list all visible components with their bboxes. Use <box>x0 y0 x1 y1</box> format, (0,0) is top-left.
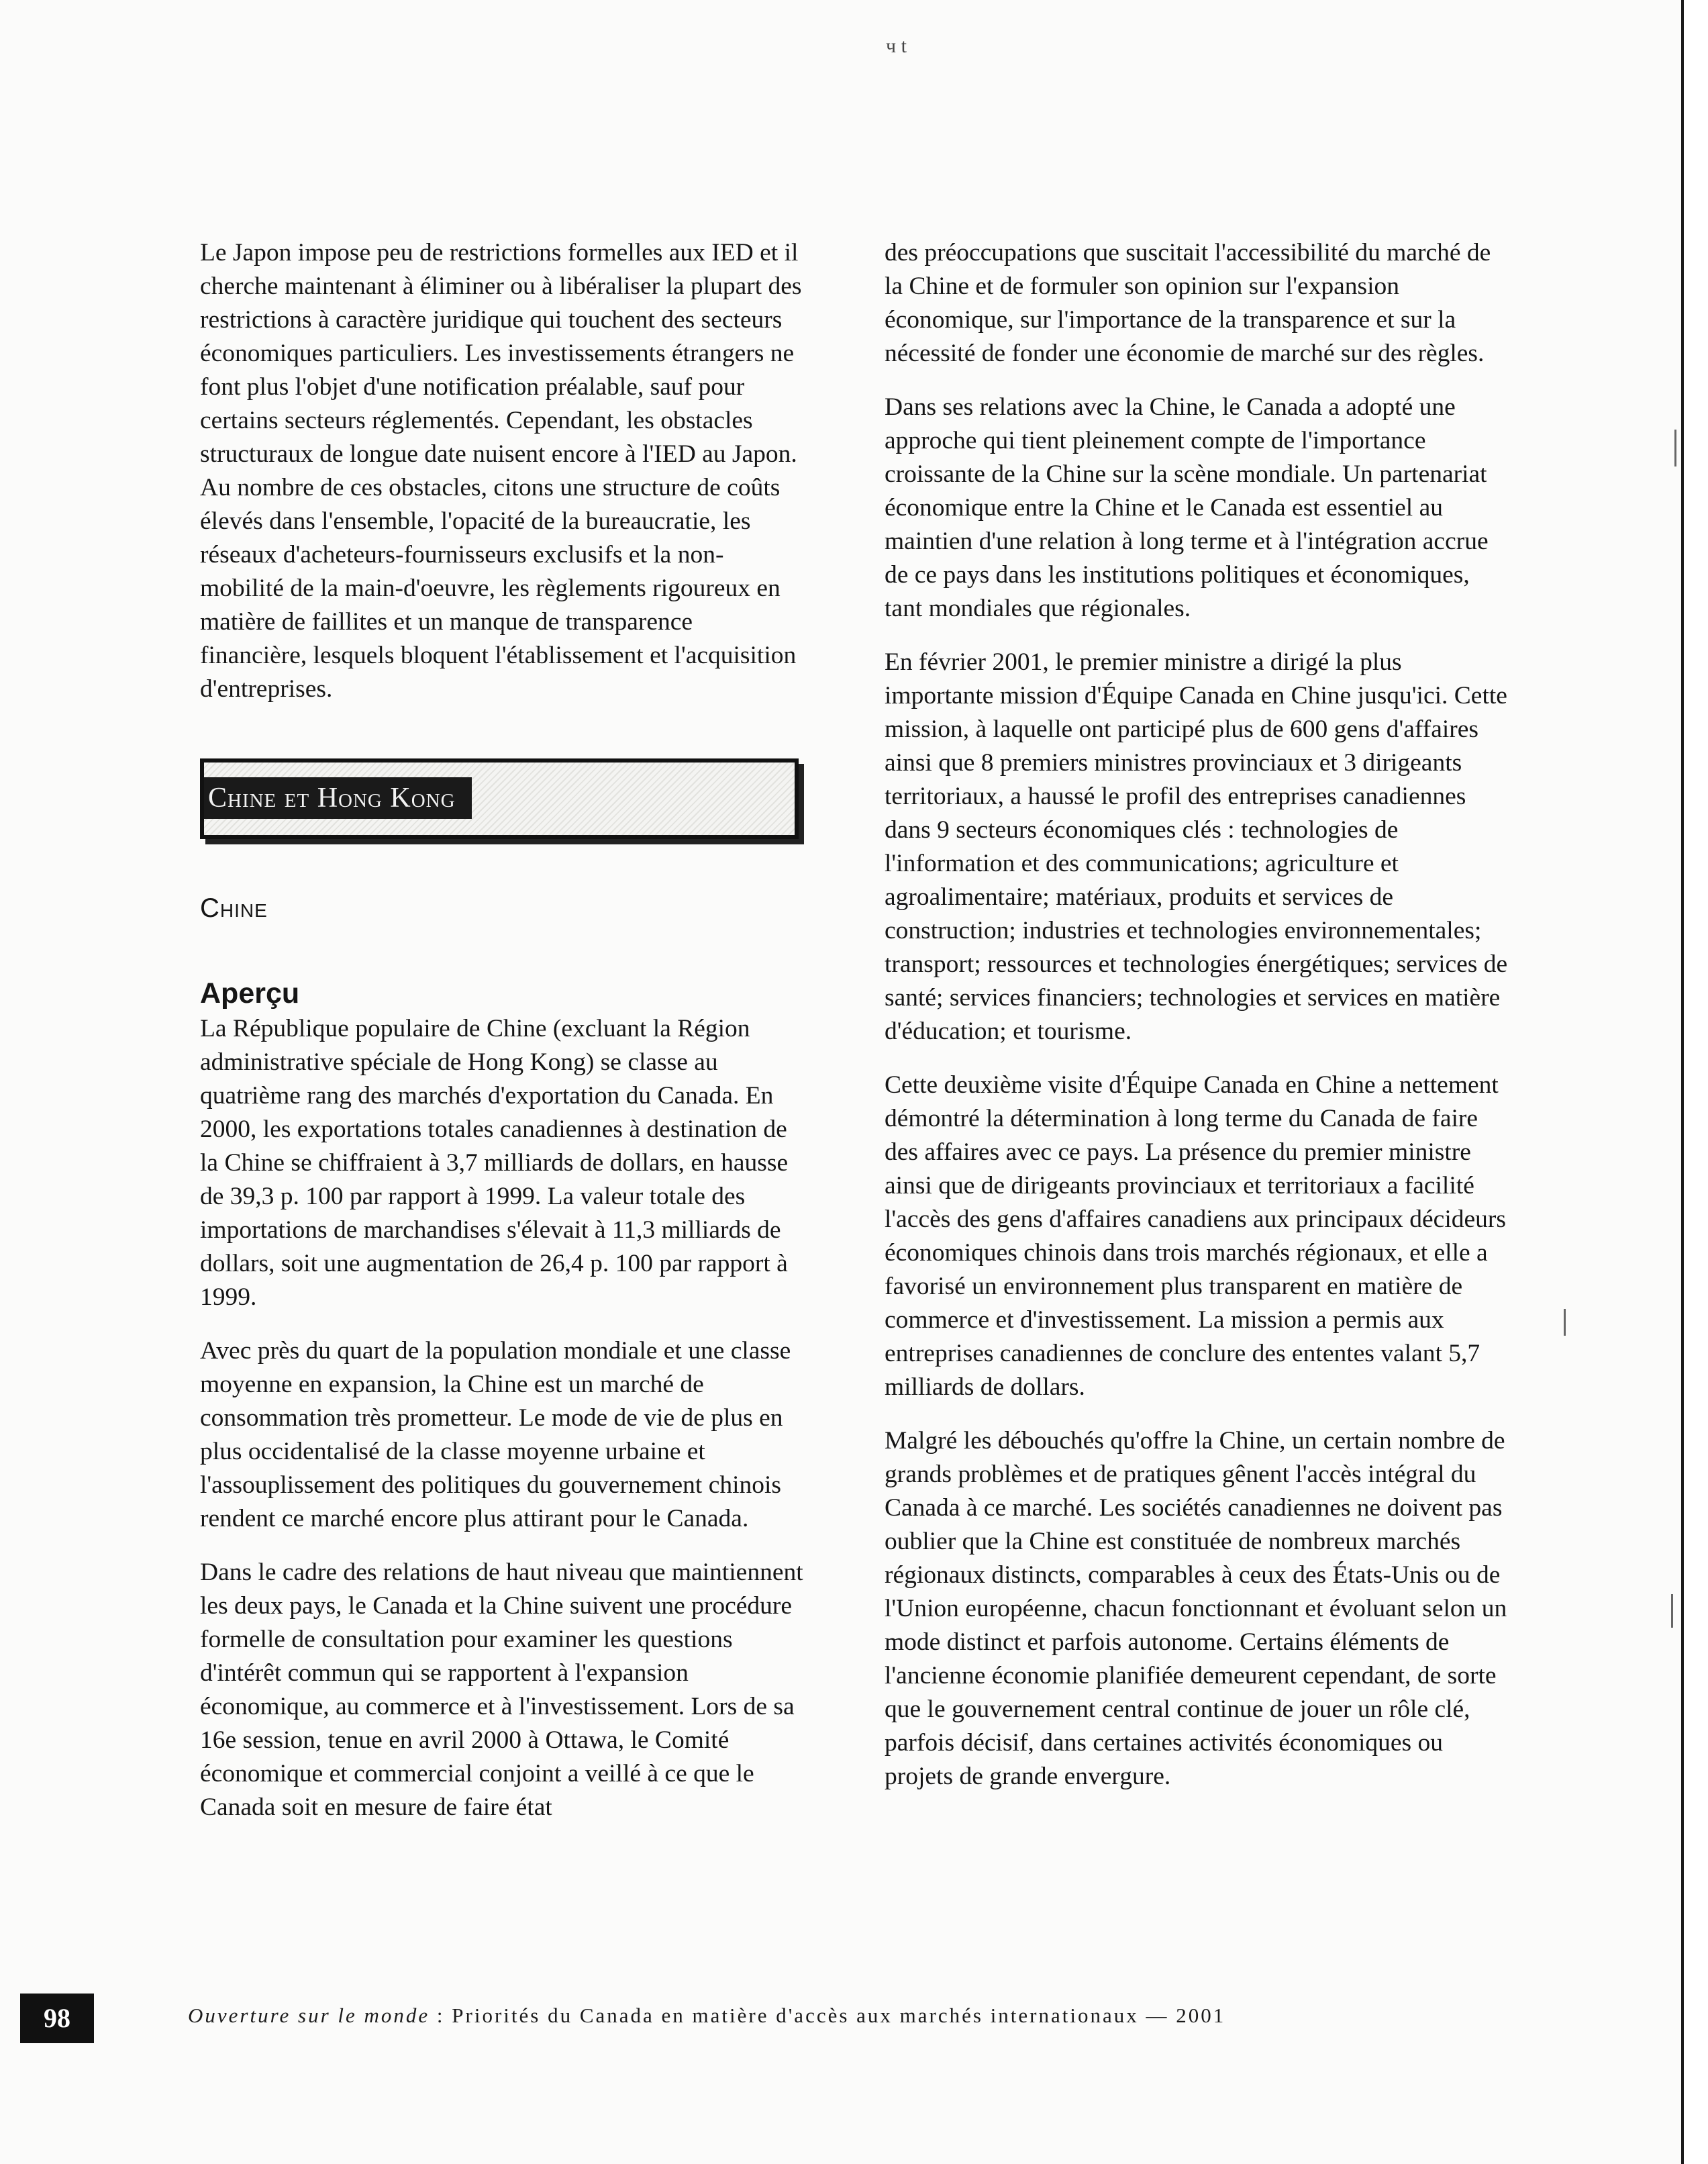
scan-margin-mark <box>1671 1594 1673 1628</box>
sub-heading: Aperçu <box>200 977 300 1010</box>
left-column <box>200 236 804 1845</box>
page-number: 98 <box>20 1994 94 2043</box>
paragraph: Dans ses relations avec la Chine, le Canada a adopté une approche qui tient pleinement compte de l'importance croissante de la Chine sur la scène mondiale. Un partenariat économique entre la Chine et le Canada est essentiel au maintien d'une relation à long terme et à l'intégration accrue de ce pays dans les institutions politiques et économiques, tant mondiales que régionales. <box>885 393 1489 622</box>
banner-title: Chine et Hong Kong <box>204 777 472 819</box>
intro-paragraph: Le Japon impose peu de restrictions formelles aux IED et il cherche maintenant à éliminer ou à libéraliser la plupart des restrictions à caractère juridique qui touchent des secteurs économiques particuliers. Les investissements étrangers ne font plus l'objet d'une notification préalable, sauf pour certains secteurs réglementés. Cependant, les obstacles structuraux de longue date nuisent encore à l'IED au Japon. Au nombre de ces obstacles, citons une structure de coûts élevés dans l'ensemble, l'opacité de la bureaucratie, les réseaux d'acheteurs-fournisseurs exclusifs et la non-mobilité de la main-d'oeuvre, les règlements rigoureux en matière de faillites et un manque de transparence financière, lesquels bloquent l'établissement et l'acquisition d'entreprises. <box>200 239 802 703</box>
section-heading: Chine <box>200 893 268 923</box>
footer-title-rest: : Priorités du Canada en matière d'accès aux marchés internationaux — 2001 <box>430 2004 1226 2027</box>
paragraph: Dans le cadre des relations de haut niveau que maintiennent les deux pays, le Canada et la Chine suivent une procédure formelle de consultation pour examiner les questions d'intérêt commun qui se rapportent à l'expansion économique, au commerce et à l'investissement. Lors de sa 16e session, tenue en avril 2000 à Ottawa, le Comité économique et commercial conjoint a veillé à ce que le Canada soit en mesure de faire état <box>200 1559 803 1821</box>
scan-margin-mark <box>1564 1309 1566 1336</box>
paragraph: La République populaire de Chine (excluant la Région administrative spéciale de Hong Kong) se classe au quatrième rang des marchés d'exportation du Canada. En 2000, les exportations totales canadiennes à destination de la Chine se chiffraient à 3,7 milliards de dollars, en hausse de 39,3 p. 100 par rapport à 1999. La valeur totale des importations de marchandises s'élevait à 11,3 milliards de dollars, soit une augmentation de 26,4 p. 100 par rapport à 1999. <box>200 1015 789 1311</box>
paragraph: Malgré les débouchés qu'offre la Chine, un certain nombre de grands problèmes et de pratiques gênent l'accès intégral du Canada à ce marché. Les sociétés canadiennes ne doivent pas oublier que la Chine est constituée de nombreux marchés régionaux distincts, comparables à ceux des États-Unis ou de l'Union européenne, chacun fonctionnant et évoluant selon un mode distinct et parfois autonome. Certains éléments de l'ancienne économie planifiée demeurent cependant, de sorte que le gouvernement central continue de jouer un rôle clé, parfois décisif, dans certaines activités économiques ou projets de grande envergure. <box>885 1427 1507 1790</box>
footer-title-italic: Ouverture sur le monde <box>188 2004 430 2027</box>
running-footer <box>188 2004 1225 2028</box>
scan-page-edge <box>1681 0 1708 2164</box>
paragraph: Cette deuxième visite d'Équipe Canada en Chine a nettement démontré la détermination à long terme du Canada de faire des affaires avec ce pays. La présence du premier ministre ainsi que de dirigeants provinciaux et territoriaux a facilité l'accès des gens d'affaires canadiens aux principaux décideurs économiques chinois dans trois marchés régionaux, et elle a favorisé un environnement plus transparent en matière de commerce et d'investissement. La mission a permis aux entreprises canadiennes de conclure des ententes valant 5,7 milliards de dollars. <box>885 1071 1506 1401</box>
scan-mark: ч t <box>886 35 907 57</box>
paragraph: Avec près du quart de la population mondiale et une classe moyenne en expansion, la Chine est un marché de consommation très prometteur. Le mode de vie de plus en plus occidentalisé de la classe moyenne urbaine et l'assouplissement des politiques du gouvernement chinois rendent ce marché encore plus attirant pour le Canada. <box>200 1337 791 1532</box>
paragraph: En février 2001, le premier ministre a dirigé la plus importante mission d'Équipe Canada en Chine jusqu'ici. Cette mission, à laquelle ont participé plus de 600 gens d'affaires ainsi que 8 premiers ministres provinciaux et 3 dirigeants territoriaux, a haussé le profil des entreprises canadiennes dans 9 secteurs économiques clés : technologies de l'information et des communications; agriculture et agroalimentaire; matériaux, produits et services de construction; industries et technologies environnementales; transport; ressources et technologies énergétiques; services de santé; services financiers; technologies et services en matière d'éducation; et tourisme. <box>885 648 1508 1045</box>
right-column <box>885 236 1512 1814</box>
scan-margin-mark <box>1674 430 1676 466</box>
paragraph: des préoccupations que suscitait l'accessibilité du marché de la Chine et de formuler son opinion sur l'expansion économique, sur l'importance de la transparence et sur la nécessité de fonder une économie de marché sur des règles. <box>885 239 1491 367</box>
section-banner <box>200 758 799 839</box>
